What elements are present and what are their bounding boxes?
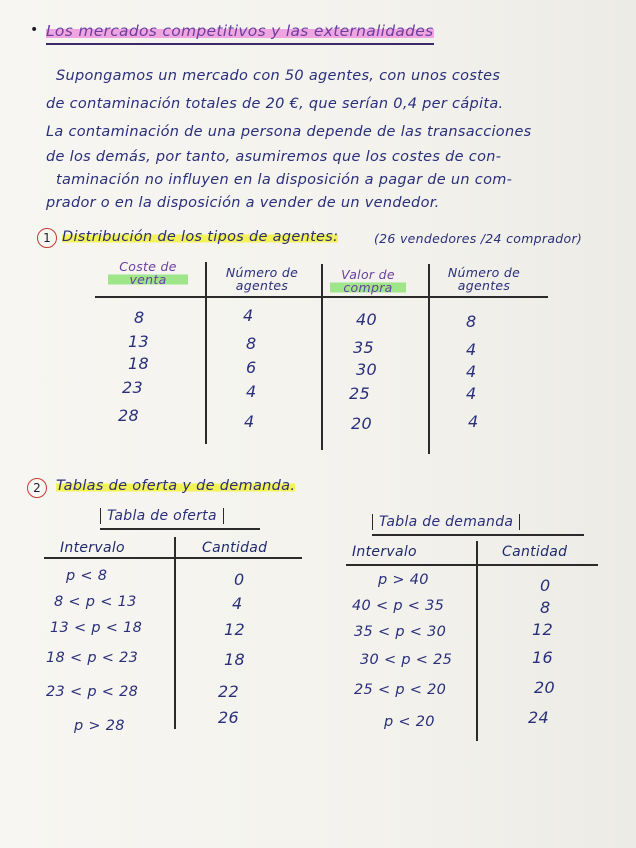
demand-r5-intervalo: 25 < p < 20 [354, 682, 447, 698]
supply-r2-intervalo: 8 < p < 13 [54, 594, 137, 610]
demand-r3-cantidad: 12 [532, 620, 553, 639]
t1-r2-coste: 13 [128, 332, 149, 351]
page-title: Los mercados competitivos y las externalidades [46, 22, 434, 40]
section-2-title: Tablas de oferta y de demanda. [56, 478, 296, 494]
supply-header-intervalo: Intervalo [60, 540, 125, 556]
t1-r3-valor: 30 [356, 360, 377, 379]
supply-r4-intervalo: 18 < p < 23 [46, 650, 139, 666]
section-1-number: 1 [37, 228, 57, 248]
supply-r1-intervalo: p < 8 [66, 568, 108, 584]
t1-r4-ncomp: 4 [466, 384, 477, 403]
supply-r5-intervalo: 23 < p < 28 [46, 684, 139, 700]
t1-r1-valor: 40 [356, 310, 377, 329]
demand-header-intervalo: Intervalo [352, 544, 417, 560]
supply-r4-cantidad: 18 [224, 650, 245, 669]
demand-title-underline [372, 534, 584, 536]
table1-divider-3 [428, 264, 430, 454]
t1-r4-coste: 23 [122, 378, 143, 397]
t1-r1-nvend: 4 [243, 306, 254, 325]
t1-r1-coste: 8 [134, 308, 145, 327]
table1-divider-1 [205, 262, 207, 444]
header-coste-venta: Coste de venta [108, 260, 188, 286]
t1-r2-valor: 35 [353, 338, 374, 357]
supply-header-rule [44, 557, 302, 559]
demand-r1-cantidad: 0 [540, 576, 551, 595]
demand-r3-intervalo: 35 < p < 30 [354, 624, 447, 640]
intro-line-2: de contaminación totales de 20 €, que serían 0,4 per cápita. [46, 96, 504, 112]
t1-r2-nvend: 8 [246, 334, 257, 353]
t1-r4-nvend: 4 [246, 382, 257, 401]
t1-r2-ncomp: 4 [466, 340, 477, 359]
demand-r5-cantidad: 20 [534, 678, 555, 697]
t1-r1-ncomp: 8 [466, 312, 477, 331]
intro-line-5: taminación no influyen en la disposición a pagar de un com- [56, 172, 513, 188]
t1-r3-coste: 18 [128, 354, 149, 373]
supply-r3-cantidad: 12 [224, 620, 245, 639]
intro-line-6: prador o en la disposición a vender de un vendedor. [46, 195, 440, 211]
header-numero-agentes-1: Número de agentes [225, 265, 299, 293]
t1-r5-nvend: 4 [244, 412, 255, 431]
demand-r6-intervalo: p < 20 [384, 714, 435, 730]
demand-r2-intervalo: 40 < p < 35 [352, 598, 445, 614]
supply-r1-cantidad: 0 [234, 570, 245, 589]
supply-divider [174, 537, 176, 729]
t1-r3-nvend: 6 [246, 358, 257, 377]
demand-table-title: Tabla de demanda [372, 514, 520, 530]
demand-divider [476, 541, 478, 741]
t1-r5-coste: 28 [118, 406, 139, 425]
demand-header-cantidad: Cantidad [502, 544, 568, 560]
demand-header-rule [346, 564, 598, 566]
supply-header-cantidad: Cantidad [202, 540, 268, 556]
t1-r5-valor: 20 [351, 414, 372, 433]
demand-r4-intervalo: 30 < p < 25 [360, 652, 453, 668]
demand-r4-cantidad: 16 [532, 648, 553, 667]
supply-r6-intervalo: p > 28 [74, 718, 125, 734]
table1-divider-2 [321, 264, 323, 450]
section-1-note: (26 vendedores /24 comprador) [374, 231, 583, 246]
t1-r4-valor: 25 [349, 384, 370, 403]
demand-r1-intervalo: p > 40 [378, 572, 429, 588]
intro-line-3: La contaminación de una persona depende de las transacciones [46, 124, 532, 140]
supply-title-underline [100, 528, 260, 530]
bullet-dot: • [30, 22, 39, 38]
demand-r2-cantidad: 8 [540, 598, 551, 617]
section-2-number: 2 [27, 478, 47, 498]
header-numero-agentes-2: Número de agentes [447, 265, 521, 293]
supply-r5-cantidad: 22 [218, 682, 239, 701]
intro-line-4: de los demás, por tanto, asumiremos que los costes de con- [46, 149, 502, 165]
supply-table-title: Tabla de oferta [100, 508, 224, 524]
t1-r5-ncomp: 4 [468, 412, 479, 431]
header-valor-compra: Valor de compra [330, 268, 406, 294]
intro-line-1: Supongamos un mercado con 50 agentes, con unos costes [56, 68, 501, 84]
t1-r3-ncomp: 4 [466, 362, 477, 381]
supply-r6-cantidad: 26 [218, 708, 239, 727]
section-1-title: Distribución de los tipos de agentes: [62, 229, 339, 245]
supply-r3-intervalo: 13 < p < 18 [50, 620, 143, 636]
demand-r6-cantidad: 24 [528, 708, 549, 727]
supply-r2-cantidad: 4 [232, 594, 243, 613]
title-underline [46, 43, 434, 45]
